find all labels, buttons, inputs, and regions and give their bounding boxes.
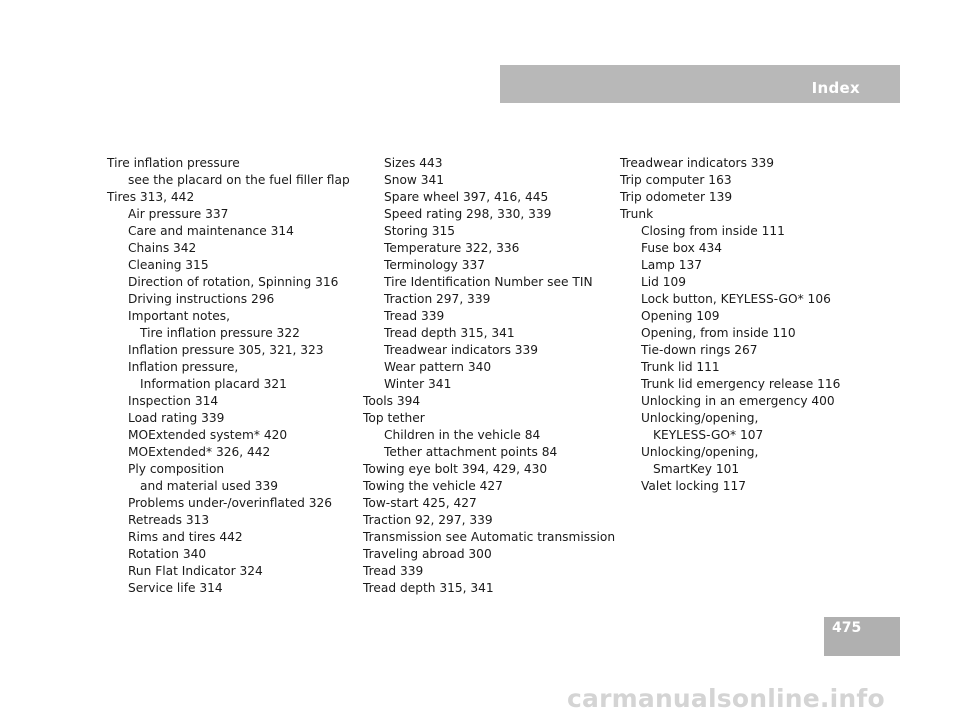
index-entry: Opening 109 — [641, 309, 720, 323]
index-entry: Tread depth 315, 341 — [384, 326, 515, 340]
page-number: 475 — [832, 620, 862, 636]
index-column-2 — [363, 155, 615, 597]
header-band — [500, 65, 900, 103]
index-entry: Traction 297, 339 — [384, 292, 491, 306]
index-entry: Closing from inside 111 — [641, 224, 785, 238]
index-entry: Retreads 313 — [128, 513, 210, 527]
index-entry: Run Flat Indicator 324 — [128, 564, 263, 578]
index-entry: Tire inflation pressure 322 — [140, 326, 300, 340]
index-entry: Trunk — [620, 207, 654, 221]
index-entry: Trip computer 163 — [620, 173, 732, 187]
index-entry: Storing 315 — [384, 224, 455, 238]
index-entry: Snow 341 — [384, 173, 445, 187]
index-entry: Important notes, — [128, 309, 230, 323]
index-entry: Tire Identification Number see TIN — [384, 275, 593, 289]
index-entry: Rotation 340 — [128, 547, 207, 561]
index-entry: Direction of rotation, Spinning 316 — [128, 275, 339, 289]
index-entry: Winter 341 — [384, 377, 452, 391]
index-entry: Temperature 322, 336 — [384, 241, 520, 255]
index-entry: Cleaning 315 — [128, 258, 209, 272]
index-entry: Inflation pressure 305, 321, 323 — [128, 343, 324, 357]
index-entry: Sizes 443 — [384, 156, 443, 170]
index-column-1 — [107, 155, 350, 597]
index-entry: Towing the vehicle 427 — [363, 479, 503, 493]
index-entry: Inflation pressure, — [128, 360, 239, 374]
index-entry: MOExtended* 326, 442 — [128, 445, 271, 459]
index-entry: Lid 109 — [641, 275, 687, 289]
index-entry: Chains 342 — [128, 241, 197, 255]
index-entry: Children in the vehicle 84 — [384, 428, 541, 442]
index-entry: SmartKey 101 — [653, 462, 740, 476]
index-entry: Unlocking in an emergency 400 — [641, 394, 835, 408]
index-entry: Valet locking 117 — [641, 479, 746, 493]
index-entry: Tires 313, 442 — [107, 190, 195, 204]
index-entry: Trunk lid 111 — [641, 360, 720, 374]
index-entry: Service life 314 — [128, 581, 223, 595]
index-entry: Treadwear indicators 339 — [620, 156, 775, 170]
index-entry: Unlocking/opening, — [641, 445, 759, 459]
index-entry: Tread 339 — [384, 309, 445, 323]
index-entry: Treadwear indicators 339 — [384, 343, 539, 357]
index-entry: Lamp 137 — [641, 258, 703, 272]
index-entry: Tow-start 425, 427 — [363, 496, 477, 510]
index-entry: Inspection 314 — [128, 394, 219, 408]
index-entry: Traveling abroad 300 — [363, 547, 492, 561]
index-entry: Speed rating 298, 330, 339 — [384, 207, 552, 221]
page-number-box — [824, 617, 900, 656]
index-entry: Trip odometer 139 — [620, 190, 733, 204]
index-entry: Lock button, KEYLESS-GO* 106 — [641, 292, 831, 306]
index-entry: MOExtended system* 420 — [128, 428, 288, 442]
index-entry: Rims and tires 442 — [128, 530, 243, 544]
index-entry: Tread 339 — [363, 564, 424, 578]
index-entry: Spare wheel 397, 416, 445 — [384, 190, 549, 204]
index-entry: Opening, from inside 110 — [641, 326, 796, 340]
index-column-3 — [620, 155, 840, 495]
index-entry: Top tether — [363, 411, 425, 425]
index-entry: Fuse box 434 — [641, 241, 722, 255]
index-entry: Trunk lid emergency release 116 — [641, 377, 841, 391]
index-entry: Information placard 321 — [140, 377, 287, 391]
index-entry: Tire inflation pressure — [107, 156, 240, 170]
index-entry: Tools 394 — [363, 394, 421, 408]
index-entry: Problems under-/overinflated 326 — [128, 496, 333, 510]
page-title: Index — [811, 79, 860, 97]
index-entry: Driving instructions 296 — [128, 292, 275, 306]
index-entry: Tie-down rings 267 — [641, 343, 758, 357]
index-entry: and material used 339 — [140, 479, 278, 493]
index-entry: Transmission see Automatic transmission — [363, 530, 616, 544]
index-entry: KEYLESS-GO* 107 — [653, 428, 764, 442]
index-entry: Terminology 337 — [384, 258, 486, 272]
index-entry: Care and maintenance 314 — [128, 224, 294, 238]
index-entry: Air pressure 337 — [128, 207, 229, 221]
watermark: carmanualsonline.info — [567, 684, 885, 713]
index-entry: see the placard on the fuel filler flap — [128, 173, 350, 187]
index-entry: Traction 92, 297, 339 — [363, 513, 493, 527]
index-entry: Tread depth 315, 341 — [363, 581, 494, 595]
index-entry: Wear pattern 340 — [384, 360, 492, 374]
index-entry: Towing eye bolt 394, 429, 430 — [363, 462, 548, 476]
index-entry: Unlocking/opening, — [641, 411, 759, 425]
index-entry: Ply composition — [128, 462, 225, 476]
index-entry: Tether attachment points 84 — [384, 445, 558, 459]
index-entry: Load rating 339 — [128, 411, 225, 425]
